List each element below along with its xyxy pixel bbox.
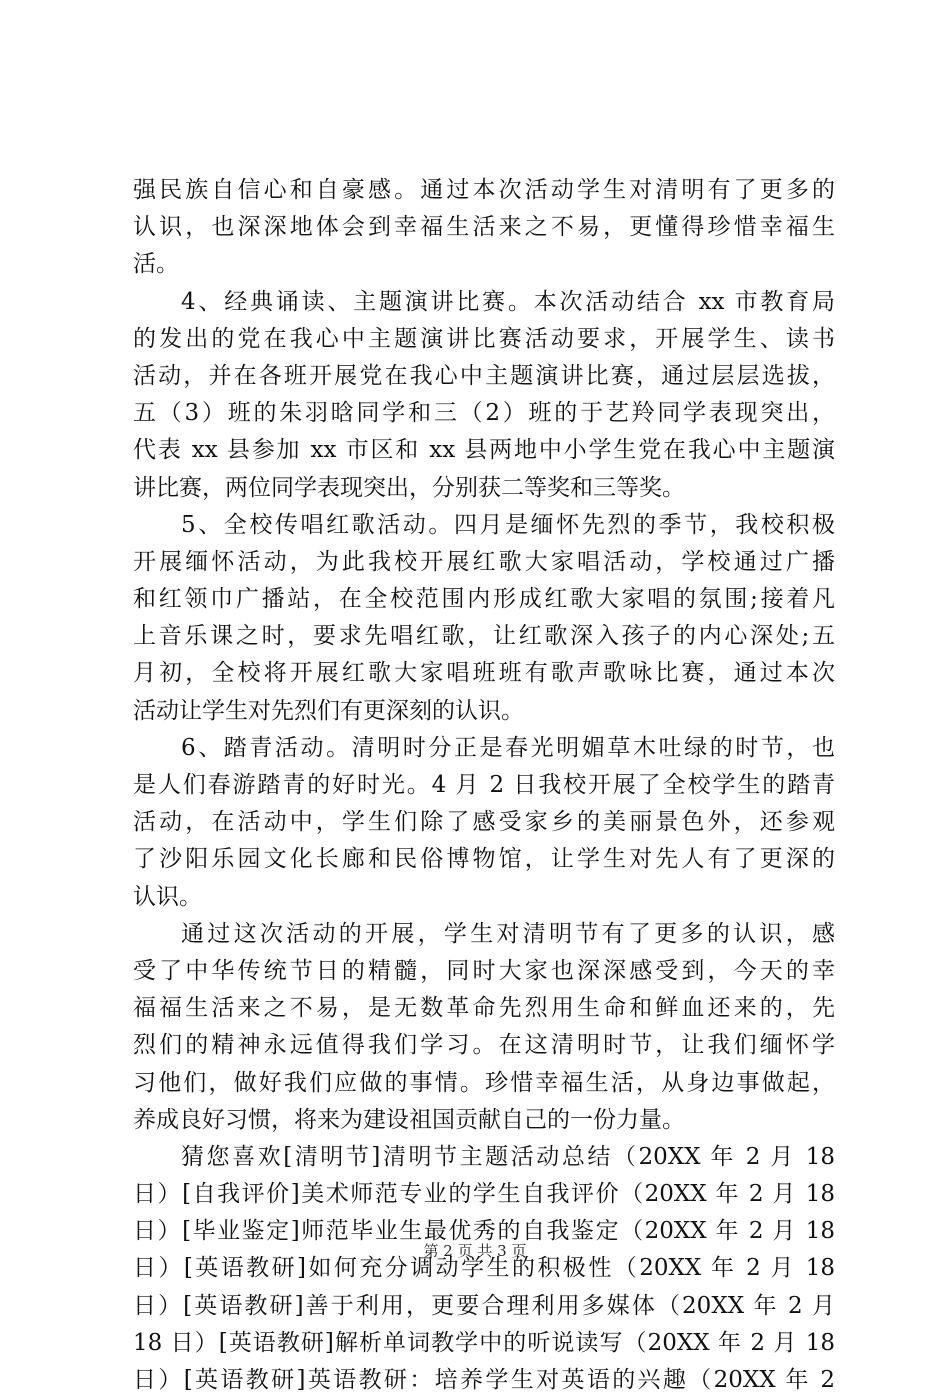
text-line: 强民族自信心和自豪感。通过本次活动学生对清明有了更多的: [133, 177, 835, 203]
text-line: 日）[英语教研]英语教研：培养学生对英语的兴趣（20XX 年 2: [133, 1367, 835, 1393]
text-line: 4、经典诵读、主题演讲比赛。本次活动结合 xx 市教育局: [181, 288, 835, 315]
text-line: 认识。: [133, 883, 202, 910]
text-line: 日）[英语教研]如何充分调动学生的积极性（20XX 年 2 月 18: [133, 1255, 835, 1282]
text-line: 代表 xx 县参加 xx 市区和 xx 县两地中小学生党在我心中主题演: [133, 437, 835, 464]
text-line: 烈们的精神永远值得我们学习。在这清明时节，让我们缅怀学: [133, 1032, 835, 1059]
related-articles: [133, 1139, 835, 1399]
text-line: 5、全校传唱红歌活动。四月是缅怀先烈的季节，我校积极: [181, 511, 835, 538]
text-line: 活动，并在各班开展党在我心中主题演讲比赛，通过层层选拔，: [133, 362, 835, 389]
text-line: 和红领巾广播站，在全校范围内形成红歌大家唱的氛围;接着凡: [133, 586, 835, 613]
paragraph-5: [133, 916, 835, 1139]
text-line: 是人们春游踏青的好时光。4 月 2 日我校开展了全校学生的踏青: [133, 772, 835, 798]
text-line: 五（3）班的朱羽晗同学和三（2）班的于艺羚同学表现突出，: [133, 400, 835, 427]
text-line: 习他们，做好我们应做的事情。珍惜幸福生活，从身边事做起，: [133, 1069, 835, 1096]
text-line: 开展缅怀活动，为此我校开展红歌大家唱活动，学校通过广播: [133, 548, 835, 575]
text-line: 的发出的党在我心中主题演讲比赛活动要求，开展学生、读书: [133, 325, 835, 352]
text-line: 养成良好习惯，将来为建设祖国贡献自己的一份力量。: [133, 1106, 685, 1133]
text-line: 通过这次活动的开展，学生对清明节有了更多的认识，感: [181, 920, 835, 947]
text-line: 活动让学生对先烈们有更深刻的认识。: [133, 697, 524, 724]
text-line: 认识，也深深地体会到幸福生活来之不易，更懂得珍惜幸福生: [133, 214, 835, 241]
paragraph-3: [133, 507, 835, 730]
text-line: 6、踏青活动。清明时分正是春光明媚草木吐绿的时节，也: [181, 734, 835, 761]
text-line: 了沙阳乐园文化长廊和民俗博物馆，让学生对先人有了更深的: [133, 846, 835, 873]
text-line: 日）[自我评价]美术师范专业的学生自我评价（20XX 年 2 月 18: [133, 1181, 835, 1208]
text-line: 猜您喜欢[清明节]清明节主题活动总结（20XX 年 2 月 18: [181, 1143, 835, 1170]
paragraph-4: [133, 730, 835, 916]
document-body: [133, 172, 835, 1399]
text-line: 日）[毕业鉴定]师范毕业生最优秀的自我鉴定（20XX 年 2 月 18: [133, 1218, 835, 1245]
text-line: 福福生活来之不易，是无数革命先烈用生命和鲜血还来的，先: [133, 995, 835, 1022]
text-line: 上音乐课之时，要求先唱红歌，让红歌深入孩子的内心深处;五: [133, 623, 835, 650]
paragraph-2: [133, 284, 835, 507]
text-line: 受了中华传统节日的精髓，同时大家也深深感受到，今天的幸: [133, 957, 835, 984]
text-line: 讲比赛，两位同学表现突出，分别获二等奖和三等奖。: [133, 474, 685, 501]
text-line: 日）[英语教研]善于利用，更要合理利用多媒体（20XX 年 2 月: [133, 1292, 835, 1319]
text-line: 活动，在活动中，学生们除了感受家乡的美丽景色外，还参观: [133, 809, 835, 836]
text-line: 活。: [133, 251, 179, 278]
paragraph-1: [133, 172, 835, 284]
text-line: 月初，全校将开展红歌大家唱班班有歌声歌咏比赛，通过本次: [133, 660, 835, 687]
page-footer: 第 2 页 共 3 页: [423, 1242, 527, 1260]
text-line: 18 日）[英语教研]解析单词教学中的听说读写（20XX 年 2 月 18: [133, 1329, 835, 1356]
